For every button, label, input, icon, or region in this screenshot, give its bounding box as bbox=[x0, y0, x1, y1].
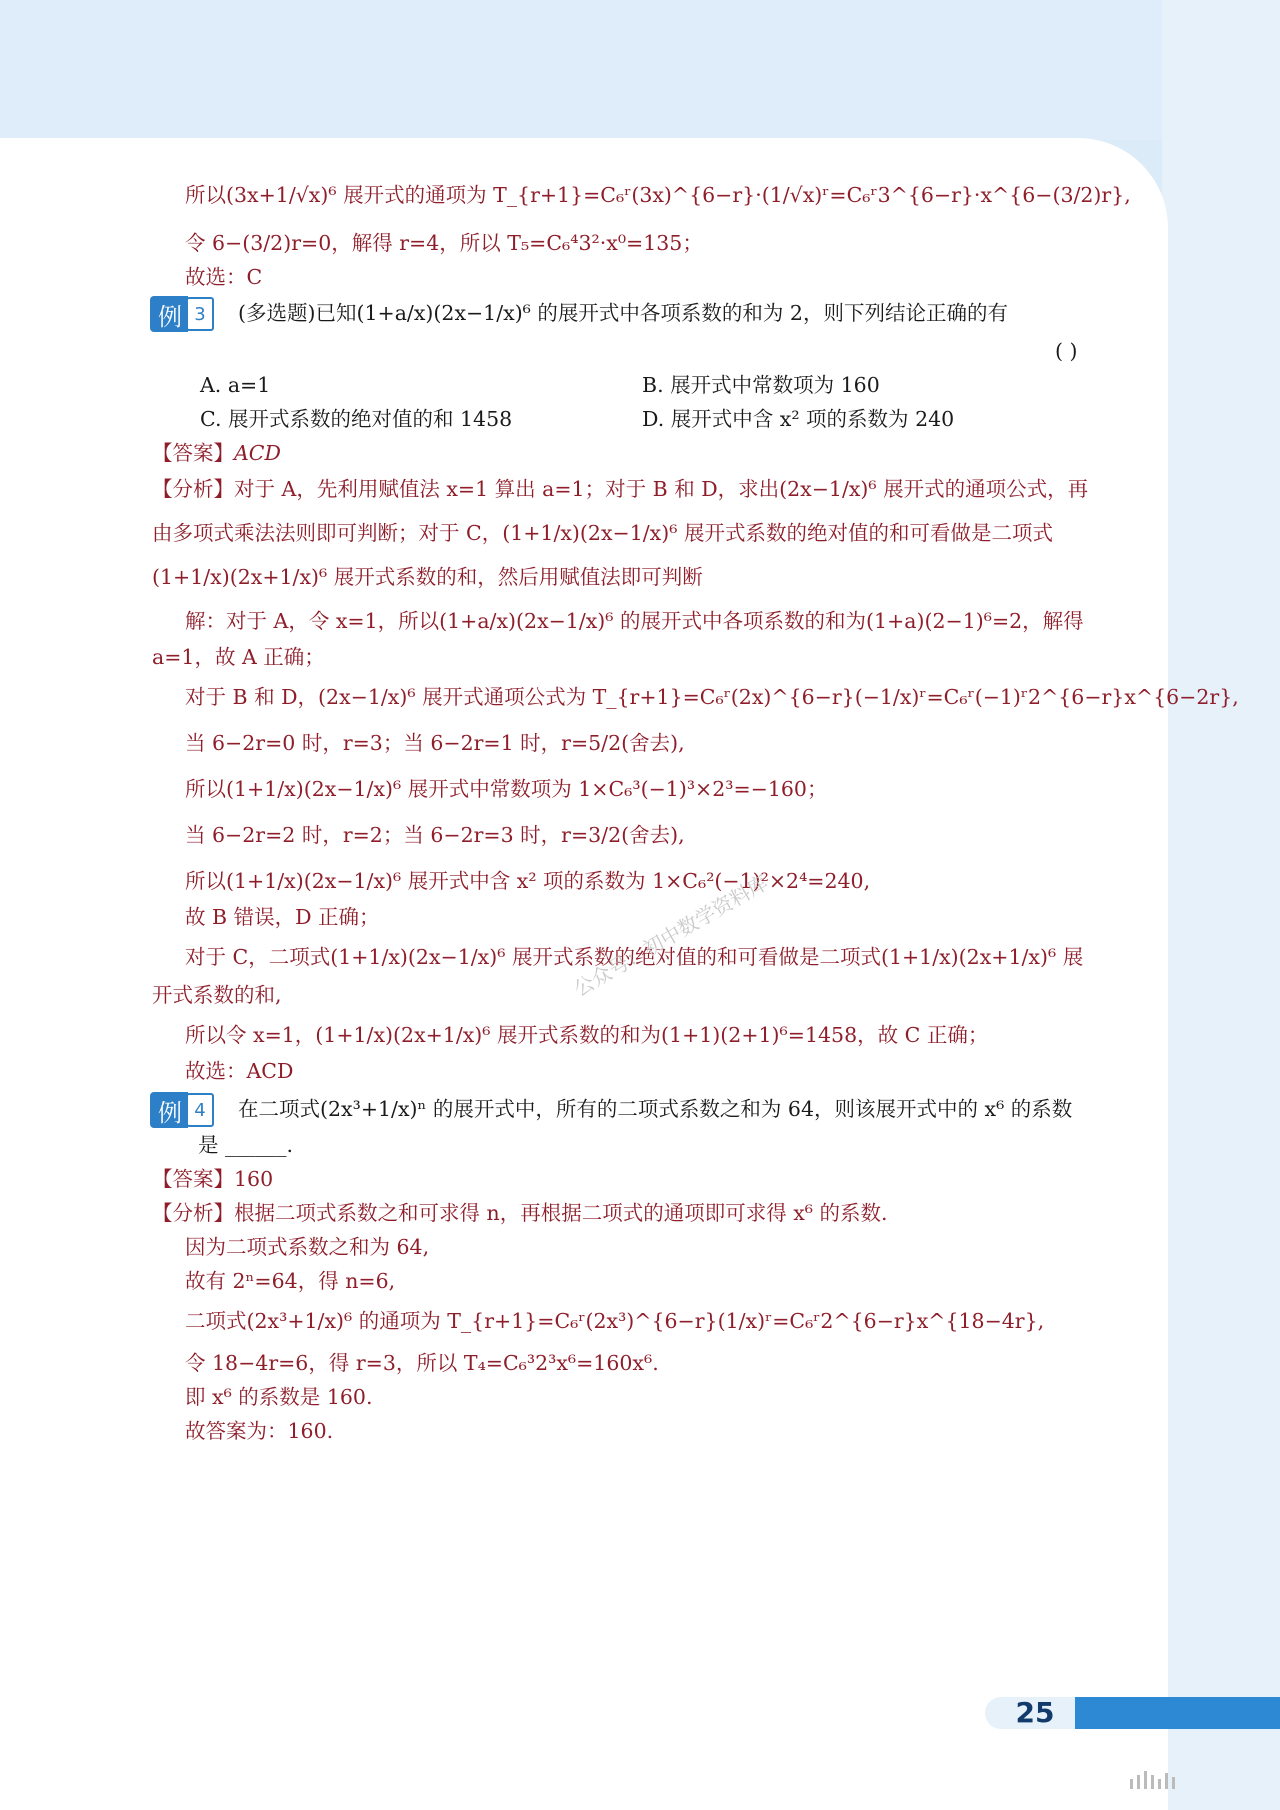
example3-solution-line4: 当 6−2r=0 时，r=3；当 6−2r=1 时，r=5/2(舍去), bbox=[185, 731, 685, 755]
example3-answer-label: 【答案】 bbox=[152, 441, 234, 465]
prev-solution-line2: 令 6−(3/2)r=0，解得 r=4，所以 T₅=C₆⁴3²·x⁰=135； bbox=[185, 231, 703, 255]
example3-solution-line5: 所以(1+1/x)(2x−1/x)⁶ 展开式中常数项为 1×C₆³(−1)³×2³=−160； bbox=[185, 777, 828, 801]
prev-solution-line1: 所以(3x+1/√x)⁶ 展开式的通项为 T_{r+1}=C₆ʳ(3x)^{6−r}·(1/√x)ʳ=C₆ʳ3^{6−r}·x^{6−(3/2)r}, bbox=[185, 183, 1131, 207]
page-number: 25 bbox=[1015, 1696, 1055, 1729]
watermark: 公众号：初中数学资料库 bbox=[569, 870, 773, 1002]
example3-answer-bracket: ( ) bbox=[1055, 339, 1078, 363]
example3-solution-line12: 故选：ACD bbox=[185, 1059, 294, 1083]
example3-option-a: A. a=1 bbox=[200, 373, 271, 397]
example3-solution-line8: 故 B 错误，D 正确； bbox=[185, 905, 380, 929]
example4-heading bbox=[150, 1092, 214, 1128]
example4-label: 例 bbox=[150, 1092, 188, 1128]
example3-question: (多选题)已知(1+a/x)(2x−1/x)⁶ 的展开式中各项系数的和为 2，则下列结论正确的有 bbox=[238, 301, 1008, 325]
example4-line5: 令 18−4r=6，得 r=3，所以 T₄=C₆³2³x⁶=160x⁶. bbox=[185, 1351, 659, 1375]
example3-solution-line10: 开式系数的和, bbox=[152, 983, 282, 1007]
example3-solution-line3: 对于 B 和 D，(2x−1/x)⁶ 展开式通项公式为 T_{r+1}=C₆ʳ(2x)^{6−r}(−1/x)ʳ=C₆ʳ(−1)ʳ2^{6−r}x^{6−2r}, bbox=[185, 685, 1239, 709]
example3-analysis-line1: 【分析】对于 A，先利用赋值法 x=1 算出 a=1；对于 B 和 D，求出(2x−1/x)⁶ 展开式的通项公式，再 bbox=[152, 477, 1089, 501]
example4-line3: 故有 2ⁿ=64，得 n=6, bbox=[185, 1269, 396, 1293]
example4-question-line2: 是 ______. bbox=[198, 1133, 294, 1157]
side-margin bbox=[1162, 0, 1280, 1810]
example3-analysis-line3: (1+1/x)(2x+1/x)⁶ 展开式系数的和，然后用赋值法即可判断 bbox=[152, 565, 703, 589]
example3-solution-line11: 所以令 x=1，(1+1/x)(2x+1/x)⁶ 展开式系数的和为(1+1)(2+1)⁶=1458，故 C 正确； bbox=[185, 1023, 989, 1047]
example4-line2: 因为二项式系数之和为 64, bbox=[185, 1235, 430, 1259]
example3-option-c: C. 展开式系数的绝对值的和 1458 bbox=[200, 407, 513, 431]
example4-answer bbox=[152, 1164, 273, 1194]
example4-answer-value: 160 bbox=[234, 1167, 274, 1191]
top-band bbox=[0, 0, 1280, 140]
example3-solution-line9: 对于 C，二项式(1+1/x)(2x−1/x)⁶ 展开式系数的绝对值的和可看做是二项式(1+1/x)(2x+1/x)⁶ 展 bbox=[185, 945, 1084, 969]
prev-solution-line3: 故选：C bbox=[185, 265, 263, 289]
example4-line4: 二项式(2x³+1/x)⁶ 的通项为 T_{r+1}=C₆ʳ(2x³)^{6−r}(1/x)ʳ=C₆ʳ2^{6−r}x^{18−4r}, bbox=[185, 1309, 1045, 1333]
example3-label: 例 bbox=[150, 296, 188, 332]
example3-heading bbox=[150, 296, 214, 332]
example4-line1: 【分析】根据二项式系数之和可求得 n，再根据二项式的通项即可求得 x⁶ 的系数. bbox=[152, 1201, 888, 1225]
example3-option-b: B. 展开式中常数项为 160 bbox=[642, 373, 880, 397]
example4-line7: 故答案为：160. bbox=[185, 1419, 334, 1443]
example3-analysis-line2: 由多项式乘法法则即可判断；对于 C，(1+1/x)(2x−1/x)⁶ 展开式系数的绝对值的和可看做是二项式 bbox=[152, 521, 1053, 545]
example4-number: 4 bbox=[186, 1093, 214, 1127]
example3-option-d: D. 展开式中含 x² 项的系数为 240 bbox=[642, 407, 955, 431]
example3-solution-line2: a=1，故 A 正确； bbox=[152, 645, 325, 669]
example4-answer-label: 【答案】 bbox=[152, 1167, 234, 1191]
example3-solution-line7: 所以(1+1/x)(2x−1/x)⁶ 展开式中含 x² 项的系数为 1×C₆²(−1)²×2⁴=240, bbox=[185, 869, 871, 893]
example3-number: 3 bbox=[186, 297, 214, 331]
example4-question-line1: 在二项式(2x³+1/x)ⁿ 的展开式中，所有的二项式系数之和为 64，则该展开式中的 x⁶ 的系数 bbox=[238, 1097, 1073, 1121]
example3-answer bbox=[152, 438, 281, 468]
example4-line6: 即 x⁶ 的系数是 160. bbox=[185, 1385, 373, 1409]
example3-solution-line1: 解：对于 A，令 x=1，所以(1+a/x)(2x−1/x)⁶ 的展开式中各项系数的和为(1+a)(2−1)⁶=2，解得 bbox=[185, 609, 1084, 633]
example3-solution-line6: 当 6−2r=2 时，r=2；当 6−2r=3 时，r=3/2(舍去), bbox=[185, 823, 685, 847]
signal-bars-icon bbox=[1130, 1770, 1179, 1789]
example3-answer-value: ACD bbox=[234, 441, 281, 465]
